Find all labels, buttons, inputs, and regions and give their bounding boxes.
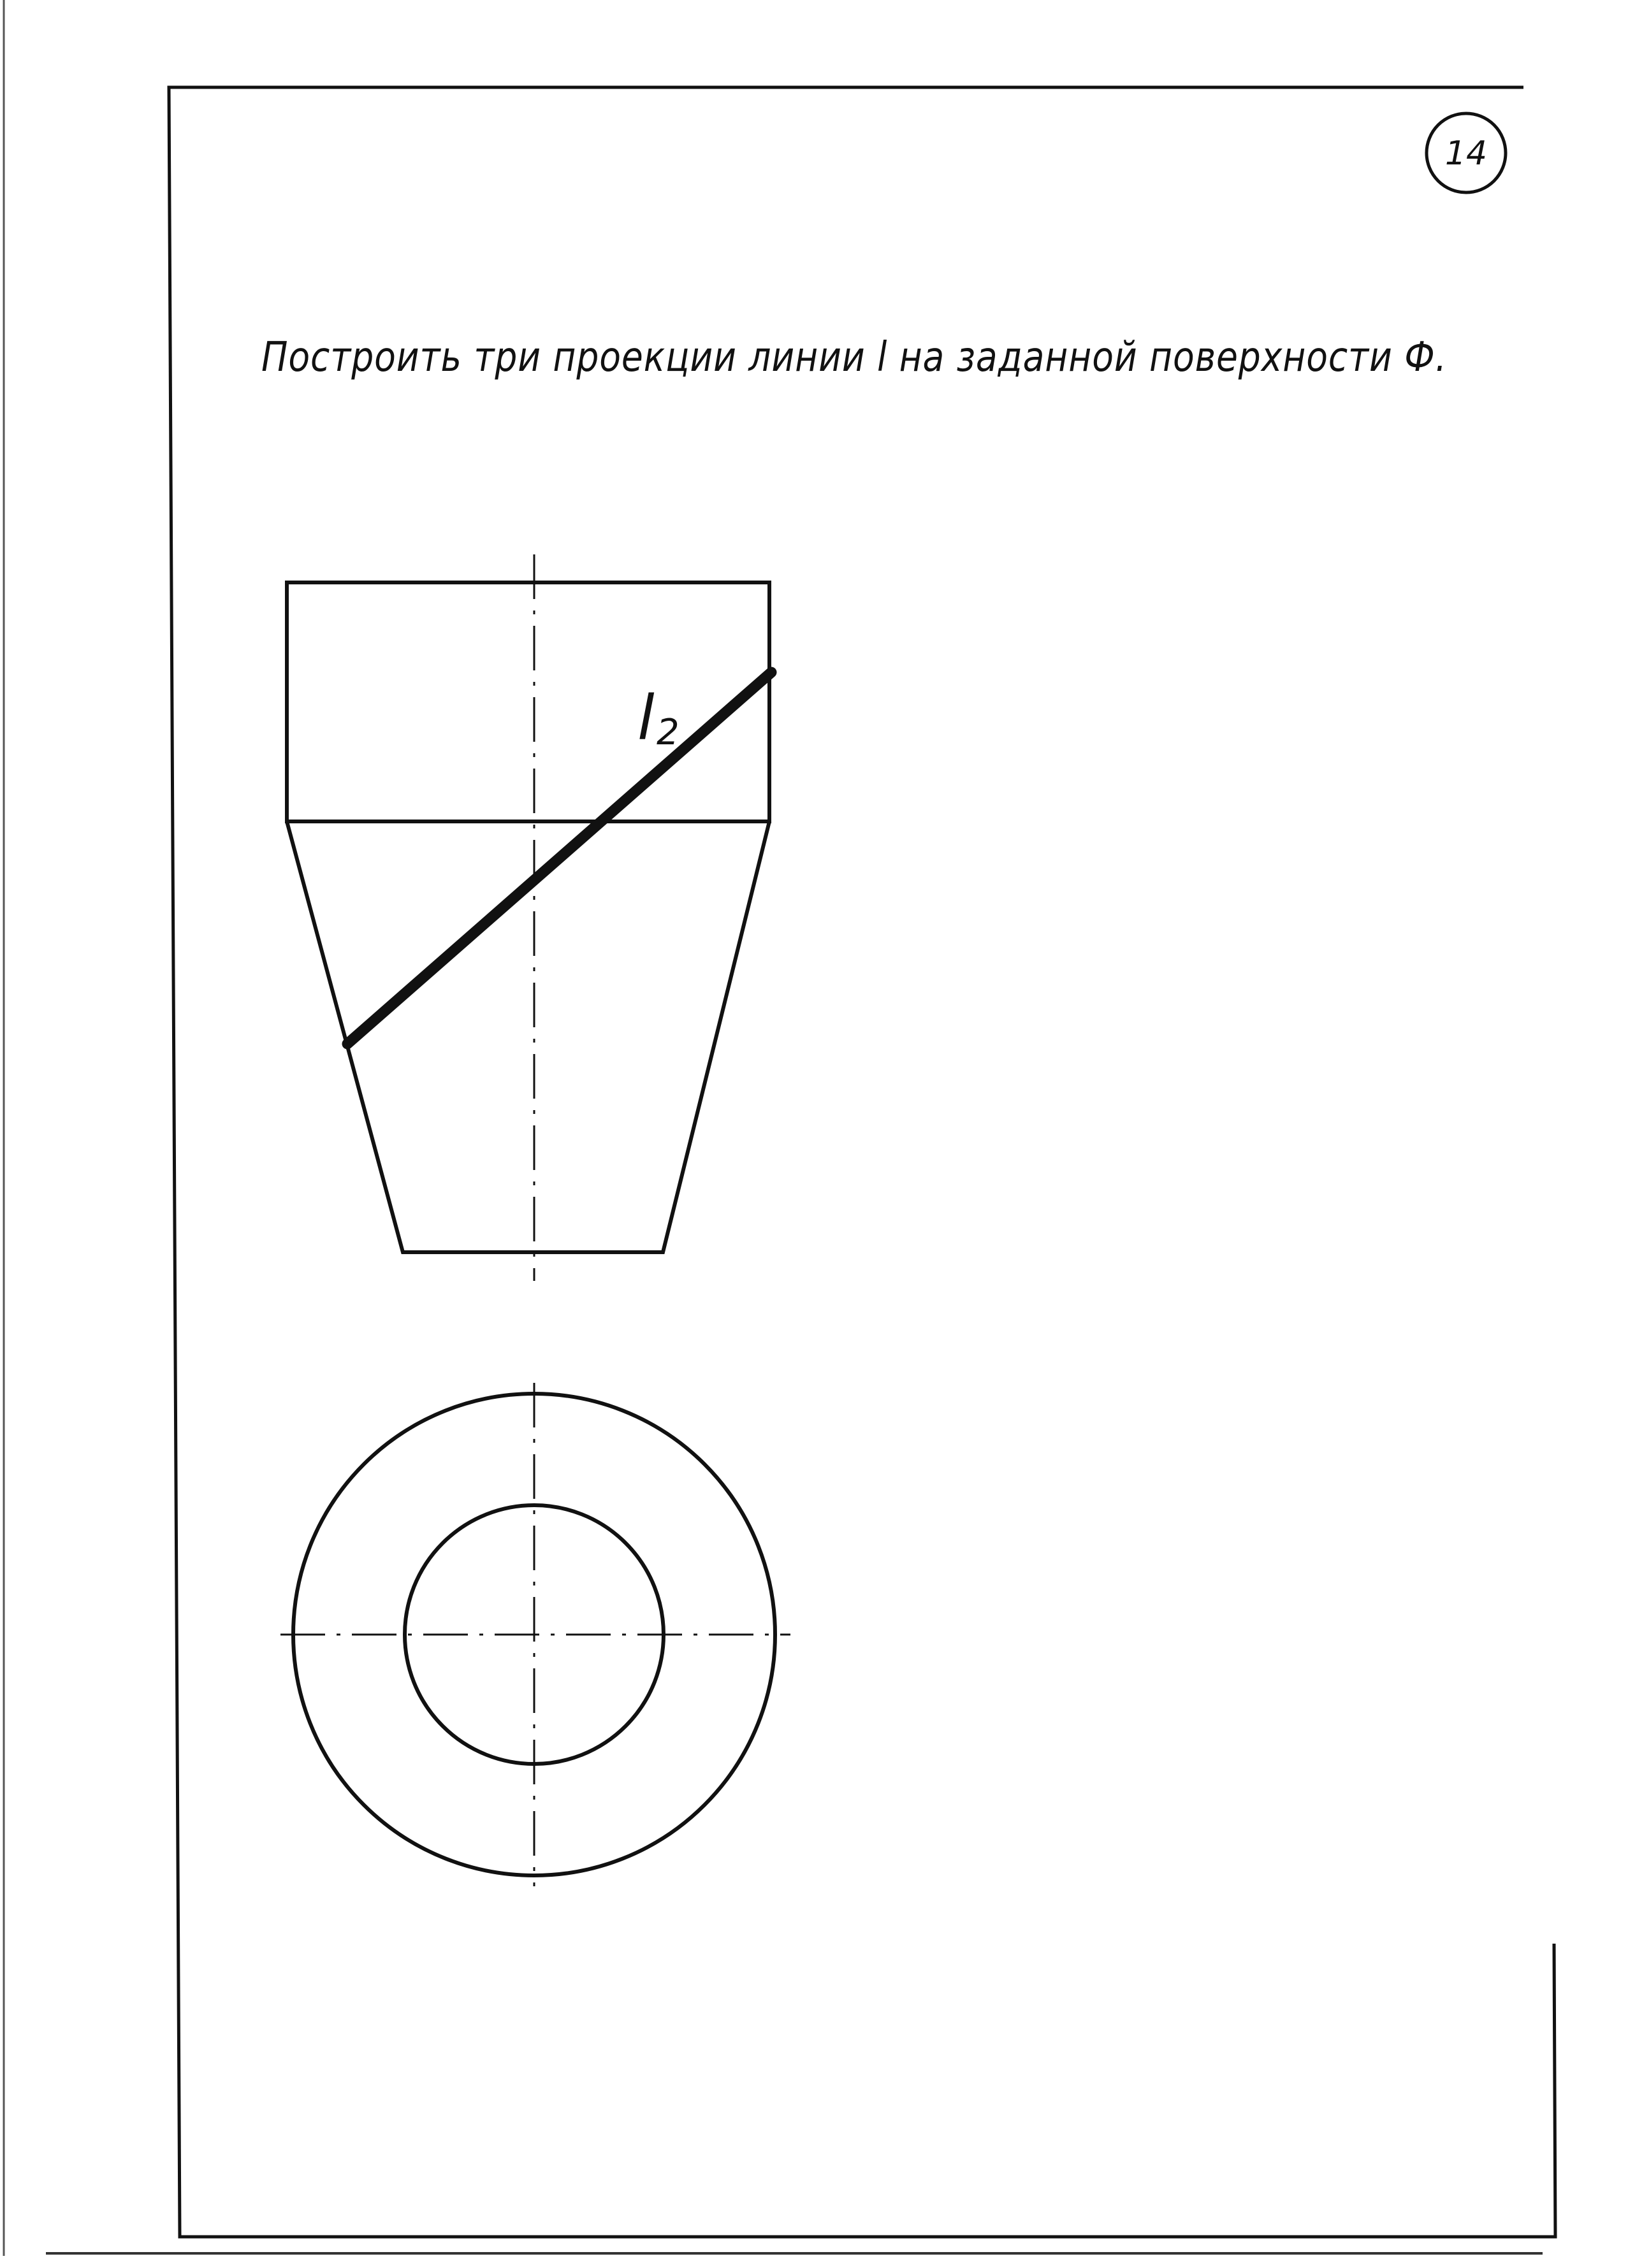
cylinder-front-view [287, 582, 769, 821]
line-l2 [347, 672, 771, 1044]
line-l2-label: l [637, 683, 655, 754]
task-statement: Построить три проекции линии l на заданной поверхности Ф. [261, 334, 1447, 381]
sheet-number: 14 [1444, 134, 1488, 173]
line-l2-label-subscript: 2 [657, 712, 680, 753]
